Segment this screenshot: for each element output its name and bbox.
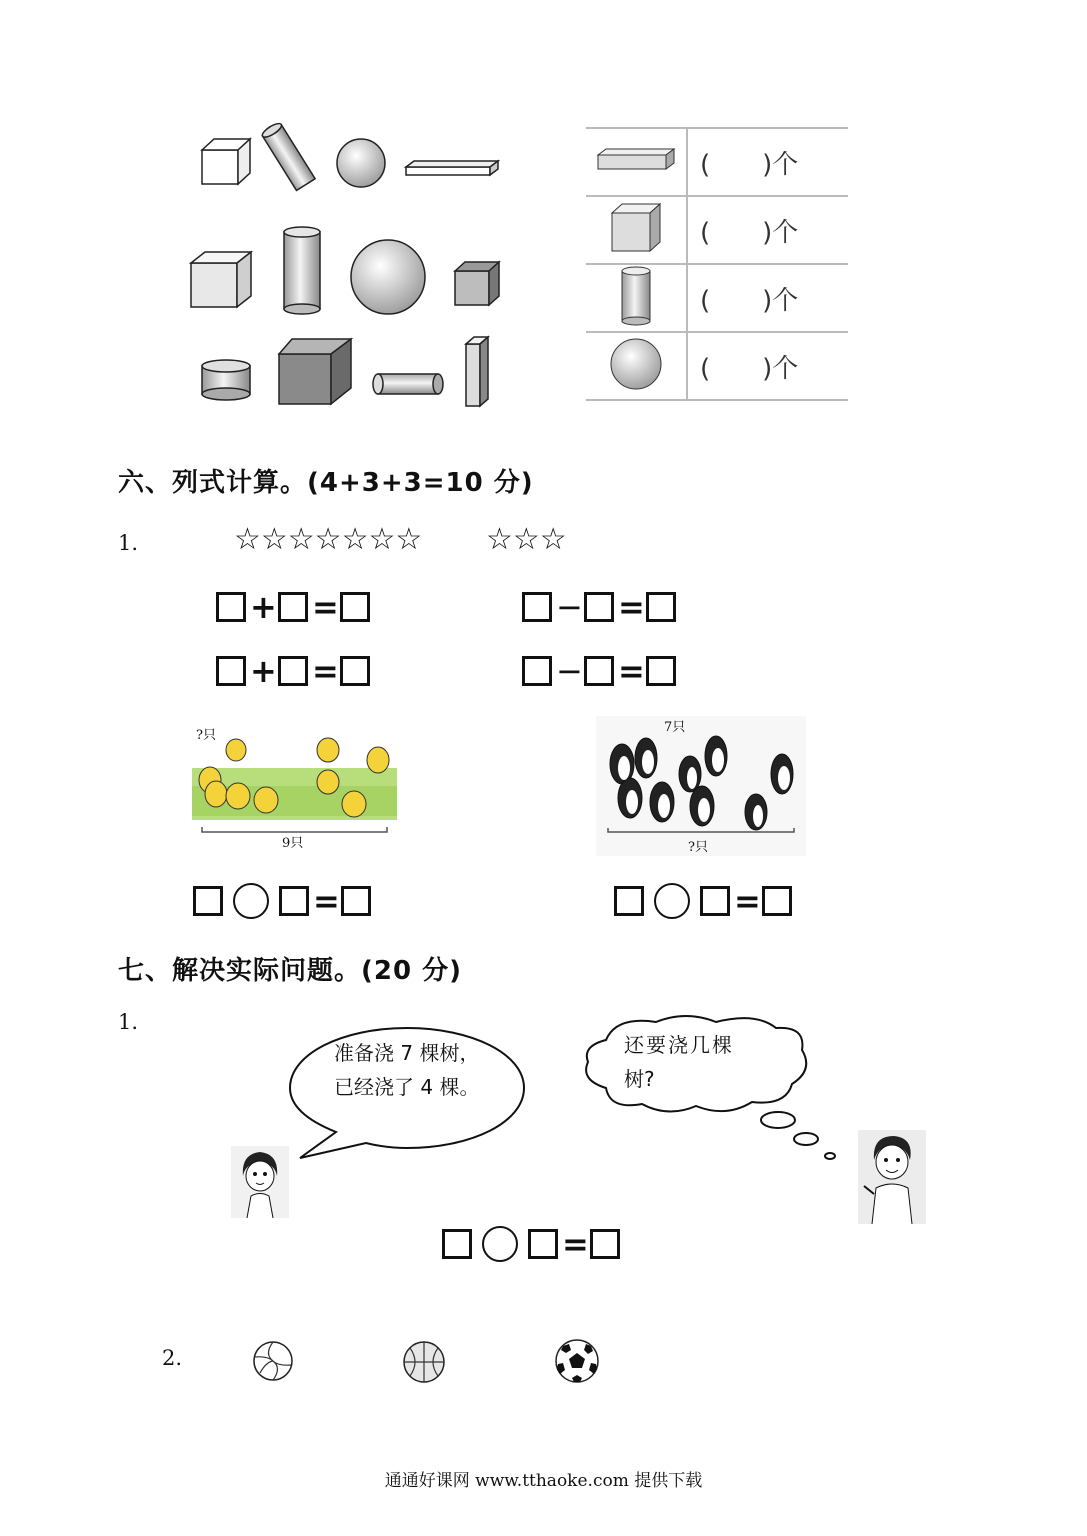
cube-icon (279, 339, 351, 404)
answer-blank[interactable]: ( )个 (700, 217, 799, 248)
girl-avatar (231, 1146, 289, 1218)
cuboid-icon (406, 161, 498, 175)
answer-blank[interactable]: ( )个 (700, 353, 799, 384)
shapes-picture (188, 120, 518, 415)
operator-circle[interactable] (482, 1226, 518, 1262)
stars-group-b: ☆☆☆ (486, 522, 567, 557)
chicks-equation (193, 883, 371, 919)
minus-sign: − (556, 652, 583, 690)
volleyball-icon (252, 1340, 294, 1382)
chicks-bottom-label: 9只 (282, 836, 304, 851)
sphere-icon (337, 139, 385, 187)
minus-sign: − (556, 588, 583, 626)
answer-box[interactable] (700, 886, 730, 916)
sphere-icon (351, 240, 425, 314)
cylinder-icon (284, 227, 320, 314)
subtraction-equation (522, 588, 676, 626)
cube-icon (608, 201, 664, 255)
stars-group-a: ☆☆☆☆☆☆☆ (234, 522, 423, 557)
section6-heading: 六、列式计算。(4+3+3=10 分) (118, 468, 534, 498)
answer-blank[interactable]: ( )个 (700, 149, 799, 180)
answer-box[interactable] (442, 1229, 472, 1259)
table-row (586, 128, 848, 196)
answer-box[interactable] (193, 886, 223, 916)
answer-box[interactable] (279, 886, 309, 916)
answer-box[interactable] (278, 656, 308, 686)
answer-box[interactable] (522, 592, 552, 622)
operator-circle[interactable] (654, 883, 690, 919)
penguins-picture (596, 716, 806, 856)
cylinder-icon (260, 121, 315, 190)
answer-blank[interactable]: ( )个 (700, 285, 799, 316)
answer-box[interactable] (340, 656, 370, 686)
answer-box[interactable] (646, 656, 676, 686)
equals-sign: = (734, 882, 761, 920)
operator-circle[interactable] (233, 883, 269, 919)
cylinder-icon (202, 360, 250, 400)
answer-box[interactable] (614, 886, 644, 916)
thought-line: 还要浇几棵 (624, 1033, 734, 1057)
boy-avatar (858, 1130, 926, 1224)
sphere-icon (608, 336, 664, 392)
equals-sign: = (618, 588, 645, 626)
cuboid-icon (596, 145, 676, 175)
equals-sign: = (313, 882, 340, 920)
penguins-top-label: 7只 (664, 720, 686, 735)
question-number: 1. (118, 531, 139, 555)
answer-box[interactable] (590, 1229, 620, 1259)
football-icon (554, 1338, 600, 1384)
table-row (586, 196, 848, 264)
chicks-top-label: ?只 (196, 728, 216, 743)
addition-equation (216, 652, 370, 690)
cylinder-icon (373, 374, 443, 394)
answer-box[interactable] (762, 886, 792, 916)
speech-line: 准备浇 7 棵树， (334, 1041, 480, 1065)
answer-box[interactable] (278, 592, 308, 622)
subtraction-equation (522, 652, 676, 690)
penguins-equation (614, 883, 792, 919)
footer-text: 通通好课网 www.tthaoke.com 提供下载 (384, 1471, 703, 1491)
equals-sign: = (618, 652, 645, 690)
table-row (586, 264, 848, 332)
addition-equation (216, 588, 370, 626)
table-row (586, 332, 848, 400)
answer-box[interactable] (584, 592, 614, 622)
boy-thought-text (624, 1028, 734, 1096)
chicks-picture (192, 720, 397, 850)
question-number: 1. (118, 1010, 139, 1034)
basketball-icon (402, 1340, 446, 1384)
answer-box[interactable] (528, 1229, 558, 1259)
answer-box[interactable] (522, 656, 552, 686)
answer-box[interactable] (216, 592, 246, 622)
answer-box[interactable] (340, 592, 370, 622)
cube-icon (202, 139, 250, 184)
equals-sign: = (312, 588, 339, 626)
speech-line: 已经浇了 4 棵。 (334, 1075, 480, 1099)
girl-speech-text (334, 1036, 479, 1104)
question-number: 2. (162, 1346, 183, 1370)
equals-sign: = (312, 652, 339, 690)
plus-sign: + (250, 588, 277, 626)
watering-equation (442, 1226, 620, 1262)
cube-icon (191, 252, 251, 307)
penguins-bottom-label: ?只 (688, 840, 708, 855)
cuboid-icon (466, 337, 488, 406)
cube-icon (455, 262, 499, 305)
thought-line: 树? (624, 1067, 655, 1091)
answer-box[interactable] (646, 592, 676, 622)
plus-sign: + (250, 652, 277, 690)
answer-box[interactable] (216, 656, 246, 686)
shape-count-table (586, 127, 848, 401)
equals-sign: = (562, 1225, 589, 1263)
section7-heading: 七、解决实际问题。(20 分) (118, 956, 462, 986)
answer-box[interactable] (341, 886, 371, 916)
cylinder-icon (616, 265, 656, 327)
answer-box[interactable] (584, 656, 614, 686)
